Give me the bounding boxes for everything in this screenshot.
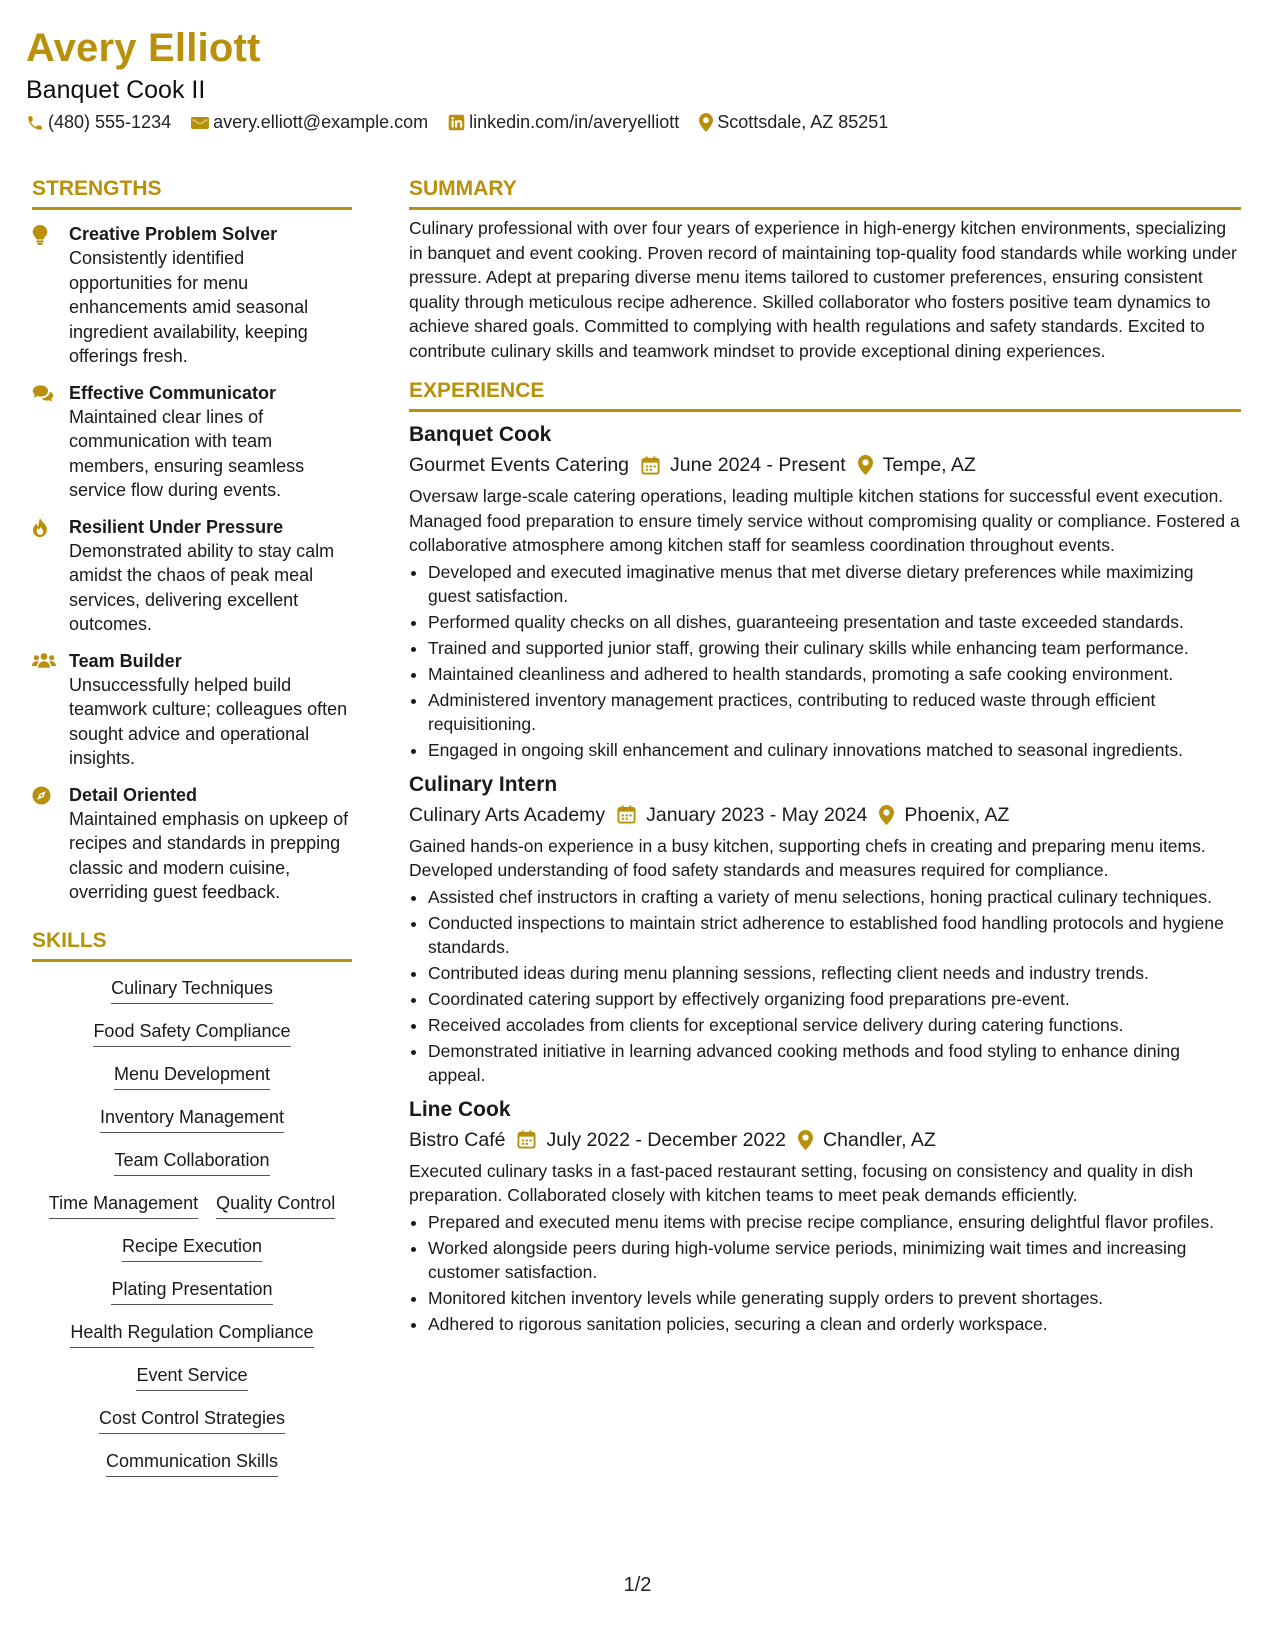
contact-phone[interactable] [26,112,171,133]
strength-item [32,515,352,637]
skill-tag: Menu Development [114,1062,270,1090]
job-description: Oversaw large-scale catering operations, leading multiple kitchen stations for successful event execution. Managed food preparation to ensure timely service without compromising quality or compliance. Fostered a collaborative atmosphere among kitchen staff for seamless coordination throughout events. [409,486,1240,555]
linkedin-icon [448,114,465,131]
job-bullet: • Prepared and executed menu items with precise recipe compliance, ensuring delightful flavor profiles. [428,1210,1241,1234]
lightbulb-icon [32,225,48,245]
strength-title: Effective Communicator [69,382,277,403]
email-text: avery.elliott@example.com [213,112,429,132]
contact-bar [26,112,908,133]
candidate-title: Banquet Cook II [26,76,206,104]
map-pin-icon [879,805,894,825]
strength-title: Creative Problem Solver [69,224,278,244]
strength-title: Resilient Under Pressure [69,516,284,537]
contact-email[interactable] [191,112,428,133]
job-meta [409,450,1241,480]
resume-header [26,22,908,133]
job-meta [409,800,1241,830]
calendar-icon [617,805,636,824]
map-pin-icon [798,1130,813,1150]
team-icon [32,652,56,669]
strength-item [32,649,352,771]
job-bullet: • Worked alongside peers during high-volume service periods, minimizing wait times and increasing customer satisfaction. [428,1236,1241,1284]
job-bullet: • Coordinated catering support by effectively organizing food preparations pre-event. [428,987,1241,1011]
strength-desc: Consistently identified opportunities for menu enhancements amid seasonal ingredient availability, keeping offerings fresh. [69,248,309,366]
contact-location [699,112,888,133]
job-bullet: • Maintained cleanliness and adhered to health standards, promoting a safe cooking environment. [428,662,1241,686]
job-bullet: • Adhered to rigorous sanitation policies, securing a clean and orderly workspace. [428,1312,1241,1336]
job-title: Culinary Intern [409,772,558,796]
job-bullet: • Contributed ideas during menu planning sessions, reflecting client needs and industry trends. [428,961,1241,985]
strength-item [32,381,352,503]
skill-tag: Quality Control [216,1191,335,1219]
skill-tag: Health Regulation Compliance [70,1320,313,1348]
skill-tag: Food Safety Compliance [93,1019,290,1047]
skill-tag: Time Management [49,1191,198,1219]
linkedin-text: linkedin.com/in/averyelliott [469,112,680,132]
calendar-icon [641,456,660,475]
company-name: Culinary Arts Academy [409,803,606,826]
skill-tag: Team Collaboration [114,1148,269,1176]
skill-tag: Plating Presentation [111,1277,272,1305]
compass-icon [32,786,51,805]
phone-text: (480) 555-1234 [48,112,172,132]
strength-item [32,222,352,369]
job-bullet: • Received accolades from clients for exceptional service delivery during catering functions. [428,1013,1241,1037]
summary-heading: SUMMARY [409,175,1241,210]
company-name: Gourmet Events Catering [409,454,630,476]
experience-entry [409,770,1241,1087]
summary-text: Culinary professional with over four years of experience in high-energy kitchen environments, specializing in banquet and event cooking. Proven record of maintaining top-quality food standards while working under pressure. Adept at preparing diverse menu items tailored to customer preferences, ensuring consistent quality through meticulous recipe adherence. Skilled collaborator who fosters positive team dynamics to achieve shared goals. Committed to complying with health regulations and safety standards. Excited to contribute culinary skills and teamwork mindset to provide exceptional dining experiences. [409,218,1237,361]
experience-heading: EXPERIENCE [409,377,1241,412]
strength-title: Team Builder [69,650,182,671]
strength-item [32,783,352,905]
job-location: Chandler, AZ [823,1128,936,1151]
job-bullets [409,885,1241,1087]
strength-desc: Unsuccessfully helped build teamwork culture; colleagues often sought advice and operational insights. [69,674,348,768]
right-column [409,175,1241,1338]
job-bullet: • Developed and executed imaginative menus that met diverse dietary preferences while maximizing guest satisfaction. [428,560,1241,608]
job-description: Executed culinary tasks in a fast-paced restaurant setting, focusing on consistency and quality in dish preparation. Collaborated closely with kitchen teams to meet peak demands efficiently. [409,1160,1194,1205]
job-meta [409,1125,1241,1155]
job-location: Tempe, AZ [882,454,976,476]
job-dates: July 2022 - December 2022 [546,1128,787,1151]
job-title: Line Cook [409,1097,511,1121]
skill-tag: Event Service [136,1363,247,1391]
flame-icon [32,518,48,538]
job-bullet: • Administered inventory management practices, contributing to reduced waste through efficient requisitioning. [428,688,1241,736]
company-name: Bistro Café [409,1128,506,1151]
skill-tag: Communication Skills [106,1449,278,1477]
job-bullet: • Assisted chef instructors in crafting a variety of menu selections, honing practical culinary techniques. [428,885,1241,909]
map-pin-icon [699,113,713,132]
page-number: 1/2 [623,1574,652,1596]
envelope-icon [191,115,209,131]
experience-entry [409,420,1241,762]
phone-icon [26,114,44,132]
job-dates: January 2023 - May 2024 [646,803,868,826]
skill-tag: Culinary Techniques [111,976,273,1004]
strength-desc: Maintained clear lines of communication with team members, ensuring seamless service flow during events. [69,406,305,500]
skill-tag: Inventory Management [100,1105,284,1133]
job-title: Banquet Cook [409,423,552,446]
contact-linkedin[interactable] [448,112,679,133]
strength-title: Detail Oriented [69,784,198,805]
calendar-icon [517,1130,536,1149]
job-bullet: • Monitored kitchen inventory levels while generating supply orders to prevent shortages. [428,1286,1241,1310]
skill-tag: Recipe Execution [122,1234,262,1262]
job-bullets [409,560,1241,762]
location-text: Scottsdale, AZ 85251 [717,112,889,132]
experience-entry [409,1095,1241,1336]
job-bullet: • Conducted inspections to maintain strict adherence to established food handling protocols and hygiene standards. [428,911,1241,959]
job-bullets [409,1210,1241,1336]
skill-tag: Cost Control Strategies [99,1406,285,1434]
chat-bubbles-icon [32,384,54,402]
job-bullet: • Engaged in ongoing skill enhancement and culinary innovations matched to seasonal ingredients. [428,738,1241,762]
strengths-heading: STRENGTHS [32,175,352,210]
job-bullet: • Performed quality checks on all dishes, guaranteeing presentation and taste exceeded standards. [428,610,1241,634]
strength-desc: Maintained emphasis on upkeep of recipes and standards in prepping classic and modern cuisine, overriding guest feedback. [69,808,349,902]
job-location: Phoenix, AZ [904,803,1010,826]
job-description: Gained hands-on experience in a busy kitchen, supporting chefs in creating and preparing menu items. Developed understanding of food safety standards and measures required for compliance. [409,835,1206,880]
skills-list [32,976,352,1477]
left-column [32,175,352,1477]
job-bullet: • Demonstrated initiative in learning advanced cooking methods and food styling to enhance dining appeal. [428,1039,1241,1087]
skills-heading: SKILLS [32,927,352,962]
job-dates: June 2024 - Present [670,454,846,476]
candidate-name: Avery Elliott [26,26,261,70]
strength-desc: Demonstrated ability to stay calm amidst the chaos of peak meal services, delivering excellent outcomes. [69,540,335,634]
map-pin-icon [858,455,873,475]
job-bullet: • Trained and supported junior staff, growing their culinary skills while enhancing team performance. [428,636,1241,660]
